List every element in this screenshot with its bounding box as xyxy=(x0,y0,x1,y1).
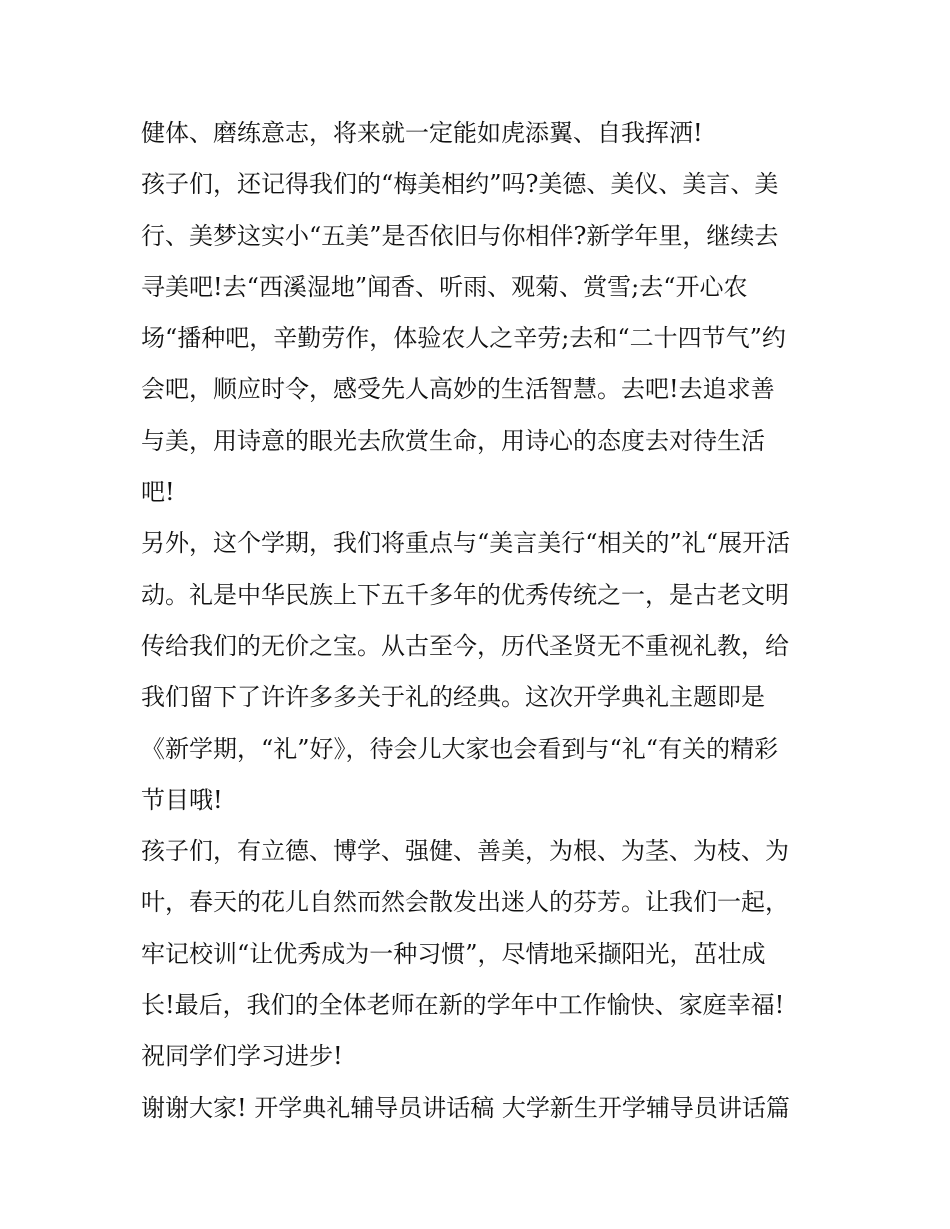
text-line: 我们留下了许许多多关于礼的经典。这次开学典礼主题即是 xyxy=(141,683,765,712)
text-line: 健体、磨练意志，将来就一定能如虎添翼、自我挥洒! xyxy=(141,119,703,147)
text-line: 节目哦! xyxy=(141,785,223,814)
text-line: 《新学期，“礼”好》，待会儿大家也会看到与“礼“有关的精彩 xyxy=(141,734,779,763)
text-line: 动。礼是中华民族上下五千多年的优秀传统之一，是古老文明 xyxy=(141,580,789,609)
text-line: 行、美梦这实小“五美”是否依旧与你相伴?新学年里，继续去 xyxy=(141,221,779,250)
text-line: 叶，春天的花儿自然而然会散发出迷人的芬芳。让我们一起， xyxy=(141,888,789,917)
document-body xyxy=(141,108,821,1134)
text-line: 另外，这个学期，我们将重点与“美言美行“相关的”礼“展开活 xyxy=(141,529,791,558)
text-line: 谢谢大家! 开学典礼辅导员讲话稿 大学新生开学辅导员讲话篇 xyxy=(141,1093,790,1122)
text-line: 传给我们的无价之宝。从古至今，历代圣贤无不重视礼教，给 xyxy=(141,631,789,660)
text-line: 与美，用诗意的眼光去欣赏生命，用诗心的态度去对待生活 xyxy=(141,426,765,455)
text-line: 会吧，顺应时令，感受先人高妙的生活智慧。去吧!去追求善 xyxy=(141,375,775,404)
text-line: 祝同学们学习进步! xyxy=(141,1042,343,1071)
text-line: 牢记校训“让优秀成为一种习惯”，尽情地采撷阳光，茁壮成 xyxy=(141,939,766,968)
text-line: 孩子们，有立德、博学、强健、善美，为根、为茎、为枝、为 xyxy=(141,837,789,866)
text-line: 孩子们，还记得我们的“梅美相约”吗?美德、美仪、美言、美 xyxy=(141,170,779,199)
text-line: 吧! xyxy=(141,478,175,507)
text-line: 场“播种吧，辛勤劳作，体验农人之辛劳;去和“二十四节气”约 xyxy=(141,324,786,353)
text-line: 寻美吧!去“西溪湿地”闻香、听雨、观菊、赏雪;去“开心农 xyxy=(141,272,748,301)
text-line: 长!最后，我们的全体老师在新的学年中工作愉快、家庭幸福! xyxy=(141,991,785,1020)
